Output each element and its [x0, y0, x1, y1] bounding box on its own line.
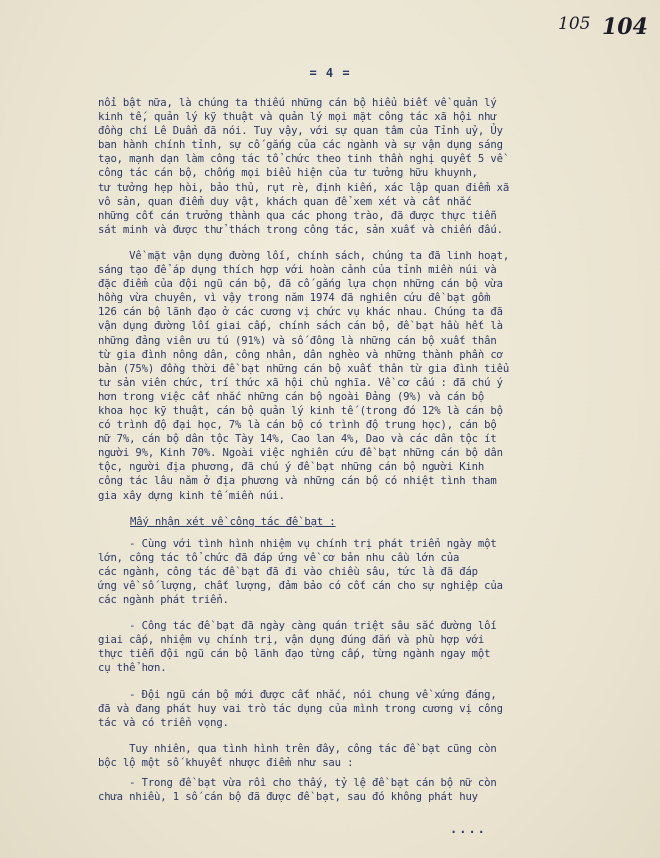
remark-paragraph — [98, 619, 626, 675]
continuation-marker: .... — [450, 822, 487, 836]
text-line: kinh tế, quản lý kỹ thuật và quản lý mọi mặt công tác xã hội như — [98, 111, 497, 124]
text-line: người 9%, Kinh 70%. Ngoài việc nghiên cứu đề bạt những cán bộ dân — [98, 447, 503, 460]
text-line: sáng tạo để áp dụng thích hợp với hoàn cảnh của tỉnh miền núi và — [98, 264, 497, 277]
paragraph-spacer — [98, 676, 626, 688]
remark-paragraph — [98, 537, 626, 607]
text-line: lớn, công tác tổ chức đã đáp ứng về cơ bản nhu cầu lớn của — [98, 551, 460, 564]
text-line: nổi bật nữa, là chúng ta thiếu những cán bộ hiểu biết về quản lý — [98, 97, 497, 109]
text-line: những đảng viên ưu tú (91%) và số đông là những cán bộ xuất thân — [98, 334, 497, 347]
remark-paragraph — [98, 742, 626, 770]
paragraph — [98, 96, 626, 237]
paragraph-spacer — [98, 237, 626, 249]
text-line: thực tiễn đội ngũ cán bộ lãnh đạo từng cấp, từng ngành ngay một — [98, 648, 491, 661]
text-line: ban hành chính tỉnh, sự cố gắng của các ngành và sự vận dụng sáng — [98, 139, 503, 152]
text-line: - Cùng với tình hình nhiệm vụ chính trị phát triển ngày một — [98, 537, 497, 550]
text-line: các ngành, công tác đề bạt đã đi vào chiều sâu, tức là đã đáp — [98, 565, 478, 578]
text-line: tư tưởng hẹp hòi, bảo thủ, rụt rè, định kiến, xác lập quan điểm xã — [98, 181, 510, 194]
text-line: khoa học kỹ thuật, cán bộ quản lý kinh tế (trong đó 12% là cán bộ — [98, 404, 503, 417]
text-line: - Công tác đề bạt đã ngày càng quán triệt sâu sắc đường lối — [98, 620, 497, 633]
section-heading: Mấy nhận xét về công tác đề bạt : — [130, 515, 336, 528]
text-line: những cốt cán trưởng thành qua các phong trào, đã được thực tiễn — [98, 209, 497, 222]
text-line: tộc, người địa phương, đã chú ý đề bạt những cán bộ người Kinh — [98, 461, 485, 474]
text-line: công tác lâu năm ở địa phương và những cán bộ có nhiệt tình tham — [98, 475, 497, 488]
text-line: Tuy nhiên, qua tình hình trên đây, công tác đề bạt cũng còn — [98, 742, 497, 755]
text-line: đã và đang phát huy vai trò tác dụng của mình trong cương vị công — [98, 702, 503, 715]
text-line: ứng về số lượng, chất lượng, đảm bảo có cốt cán cho sự nghiệp của — [98, 580, 503, 592]
text-line: chưa nhiều, 1 số cán bộ đã được đề bạt, sau đó không phát huy — [98, 791, 478, 804]
text-line: tư sản viên chức, trí thức xã hội chủ nghĩa. Về cơ cấu : đã chú ý — [98, 376, 503, 389]
text-line: - Trong đề bạt vừa rồi cho thấy, tỷ lệ đề bạt cán bộ nữ còn — [98, 777, 497, 790]
text-line: tạo, mạnh dạn làm công tác tổ chức theo tinh thần nghị quyết 5 về — [98, 153, 503, 166]
page-number-stamp-new: 104 — [602, 14, 648, 40]
text-line: 126 cán bộ lãnh đạo ở các cương vị chức vụ khác nhau. Chúng ta đã — [98, 306, 503, 319]
text-line: nữ 7%, cán bộ dân tộc Tày 14%, Cao lan 4%, Dao và các dân tộc ít — [98, 433, 497, 446]
text-line: từ gia đình nông dân, công nhân, dân nghèo và những thành phần cơ — [98, 348, 503, 361]
text-line: - Đội ngũ cán bộ mới được cất nhắc, nói chung về xứng đáng, — [98, 688, 497, 701]
text-line: vô sản, quan điểm duy vật, khách quan để xem xét và cất nhắc — [98, 195, 472, 208]
paragraph — [98, 249, 626, 503]
page-marker: = 4 = — [309, 66, 351, 80]
text-line: giai cấp, nhiệm vụ chính trị, vận dụng đúng đắn và phù hợp với — [98, 634, 485, 647]
text-line: gia xây dựng kinh tế miền núi. — [98, 489, 285, 502]
text-line: hơn trong việc cất nhắc những cán bộ ngoài Đảng (9%) và cán bộ — [98, 390, 485, 403]
paragraph-spacer — [98, 503, 626, 515]
text-line: Về mặt vận dụng đường lối, chính sách, chúng ta đã linh hoạt, — [98, 249, 510, 262]
text-line: sát minh và được thử thách trong công tác, sản xuất và chiến đấu. — [98, 223, 503, 236]
remark-paragraph — [98, 776, 626, 804]
text-line: cụ thể hơn. — [98, 662, 167, 675]
page-number-stamp-old: 105 — [558, 14, 591, 34]
text-line: tác và có triển vọng. — [98, 716, 229, 729]
remark-paragraph — [98, 688, 626, 730]
text-line: đồng chí Lê Duẩn đã nói. Tuy vậy, với sự quan tâm của Tỉnh uỷ, Ủy — [98, 125, 503, 138]
paragraph-spacer — [98, 730, 626, 742]
text-line: các ngành phát triển. — [98, 594, 229, 607]
text-line: vận dụng đường lối giai cấp, chính sách cán bộ, đề bạt hầu hết là — [98, 320, 503, 333]
paragraph-spacer — [98, 607, 626, 619]
text-line: công tác cán bộ, chống mọi biểu hiện của tư tưởng hữu khuynh, — [98, 167, 478, 180]
text-line: có trình độ đại học, 7% là cán bộ có trình độ trung học), cán bộ — [98, 419, 497, 432]
text-line: hồng vừa chuyên, vì vậy trong năm 1974 đã nghiên cứu đề bạt gồm — [98, 292, 491, 305]
text-line: bản (75%) đồng thời đề bạt những cán bộ xuất thân từ gia đình tiểu — [98, 362, 510, 375]
document-body — [98, 96, 626, 804]
text-line: đặc điểm của đội ngũ cán bộ, đã cố gắng lựa chọn những cán bộ vừa — [98, 278, 503, 291]
text-line: bộc lộ một số khuyết nhược điểm như sau : — [98, 756, 354, 769]
paragraph-spacer — [98, 529, 626, 537]
